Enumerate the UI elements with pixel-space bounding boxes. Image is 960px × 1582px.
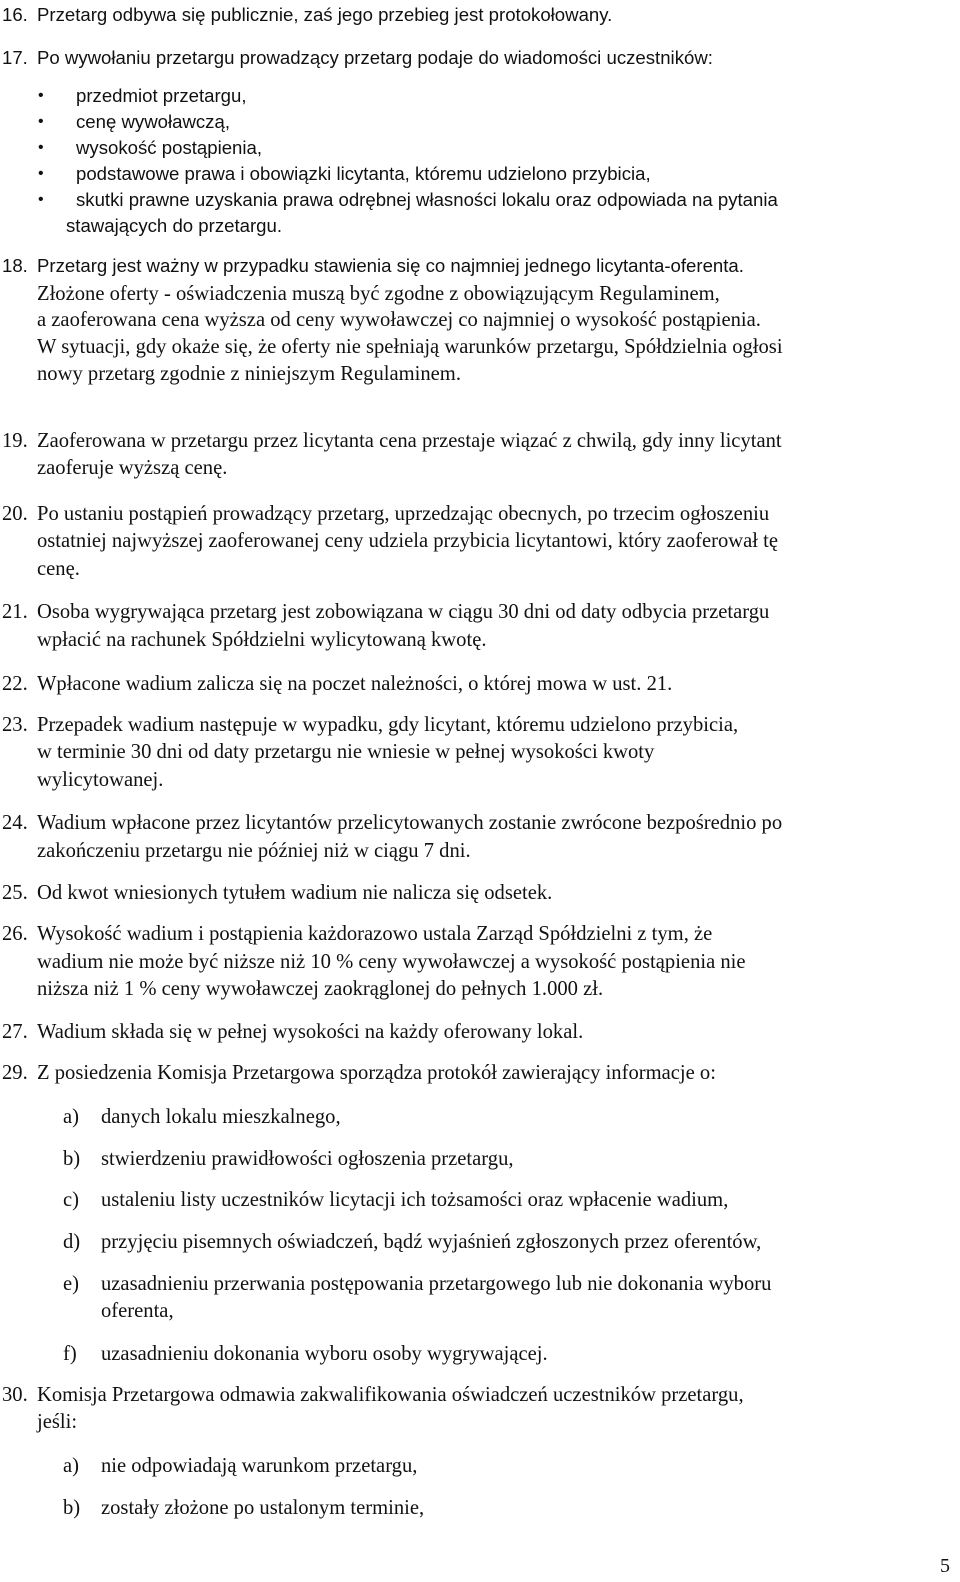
item-number: 27. — [2, 1021, 28, 1043]
page-number: 5 — [940, 1555, 950, 1577]
item-number: 29. — [2, 1062, 28, 1084]
bullet-item-continuation: stawających do przetargu. — [66, 215, 283, 236]
sub-item-text: danych lokalu mieszkalnego, — [101, 1106, 341, 1128]
item-number: 16. — [2, 4, 28, 25]
bullet-icon: • — [38, 165, 44, 182]
sub-item-text: ustaleniu listy uczestników licytacji ich tożsamości oraz wpłacenie wadium, — [101, 1189, 729, 1211]
item-line: Wpłacone wadium zalicza się na poczet należności, o której mowa w ust. 21. — [37, 673, 673, 695]
item-line: Wadium składa się w pełnej wysokości na każdy oferowany lokal. — [37, 1021, 584, 1043]
item-line: Z posiedzenia Komisja Przetargowa sporządza protokół zawierający informacje o: — [37, 1062, 716, 1084]
item-number: 18. — [2, 255, 28, 276]
item-line: zaoferuje wyższą cenę. — [37, 457, 228, 479]
item-line: a zaoferowana cena wyższa od ceny wywoławczej co najmniej o wysokość postąpienia. — [37, 309, 761, 331]
sub-item-text: nie odpowiadają warunkom przetargu, — [101, 1455, 418, 1477]
bullet-item: cenę wywoławczą, — [76, 111, 230, 132]
item-number: 25. — [2, 882, 28, 904]
item-line: nowy przetarg zgodnie z niniejszym Regulaminem. — [37, 363, 461, 385]
item-line: W sytuacji, gdy okaże się, że oferty nie spełniają warunków przetargu, Spółdzielnia ogłosi — [37, 336, 783, 358]
bullet-item: skutki prawne uzyskania prawa odrębnej własności lokalu oraz odpowiada na pytania — [76, 189, 778, 210]
item-line: wadium nie może być niższe niż 10 % ceny wywoławczej a wysokość postąpienia nie — [37, 951, 746, 973]
item-number: 20. — [2, 503, 28, 525]
item-text: Po wywołaniu przetargu prowadzący przetarg podaje do wiadomości uczestników: — [37, 47, 713, 68]
item-number: 17. — [2, 47, 28, 68]
item-line: Złożone oferty - oświadczenia muszą być zgodne z obowiązującym Regulaminem, — [37, 283, 720, 305]
item-number: 30. — [2, 1384, 28, 1406]
sub-item-label: a) — [63, 1455, 79, 1477]
item-line: wylicytowanej. — [37, 769, 164, 791]
sub-item-label: f) — [63, 1343, 77, 1365]
item-number: 19. — [2, 430, 28, 452]
item-number: 24. — [2, 812, 28, 834]
sub-item-text: zostały złożone po ustalonym terminie, — [101, 1497, 425, 1519]
item-line: Przetarg jest ważny w przypadku stawienia się co najmniej jednego licytanta-oferenta. — [37, 255, 744, 276]
item-line: cenę. — [37, 558, 80, 580]
item-line: Przepadek wadium następuje w wypadku, gdy licytant, któremu udzielono przybicia, — [37, 714, 739, 736]
item-line: w terminie 30 dni od daty przetargu nie wniesie w pełnej wysokości kwoty — [37, 741, 655, 763]
sub-item-text: uzasadnieniu przerwania postępowania przetargowego lub nie dokonania wyboru — [101, 1273, 772, 1295]
item-text: Przetarg odbywa się publicznie, zaś jego przebieg jest protokołowany. — [37, 4, 613, 25]
bullet-item: wysokość postąpienia, — [76, 137, 263, 158]
item-line: wpłacić na rachunek Spółdzielni wylicytowaną kwotę. — [37, 629, 487, 651]
bullet-item: przedmiot przetargu, — [76, 85, 247, 106]
item-line: Wadium wpłacone przez licytantów przelicytowanych zostanie zwrócone bezpośrednio po — [37, 812, 783, 834]
item-number: 26. — [2, 923, 28, 945]
item-line: ostatniej najwyższej zaoferowanej ceny udziela przybicia licytantowi, który zaoferował tę — [37, 530, 779, 552]
sub-item-text: stwierdzeniu prawidłowości ogłoszenia przetargu, — [101, 1148, 514, 1170]
item-line: Wysokość wadium i postąpienia każdorazowo ustala Zarząd Spółdzielni z tym, że — [37, 923, 713, 945]
bullet-icon: • — [38, 113, 44, 130]
item-line: Od kwot wniesionych tytułem wadium nie nalicza się odsetek. — [37, 882, 553, 904]
sub-item-label: e) — [63, 1273, 79, 1295]
sub-item-text: oferenta, — [101, 1300, 174, 1322]
sub-item-label: d) — [63, 1231, 81, 1253]
sub-item-text: uzasadnieniu dokonania wyboru osoby wygrywającej. — [101, 1343, 548, 1365]
bullet-icon: • — [38, 191, 44, 208]
bullet-icon: • — [38, 139, 44, 156]
bullet-icon: • — [38, 87, 44, 104]
item-line: Zaoferowana w przetargu przez licytanta cena przestaje wiązać z chwilą, gdy inny licytant — [37, 430, 782, 452]
item-line: zakończeniu przetargu nie później niż w ciągu 7 dni. — [37, 840, 471, 862]
item-number: 21. — [2, 601, 28, 623]
sub-item-label: b) — [63, 1148, 81, 1170]
sub-item-text: przyjęciu pisemnych oświadczeń, bądź wyjaśnień zgłoszonych przez oferentów, — [101, 1231, 762, 1253]
item-line: Komisja Przetargowa odmawia zakwalifikowania oświadczeń uczestników przetargu, — [37, 1384, 744, 1406]
item-number: 23. — [2, 714, 28, 736]
sub-item-label: c) — [63, 1189, 79, 1211]
item-number: 22. — [2, 673, 28, 695]
item-line: Osoba wygrywająca przetarg jest zobowiązana w ciągu 30 dni od daty odbycia przetargu — [37, 601, 770, 623]
sub-item-label: a) — [63, 1106, 79, 1128]
item-line: niższa niż 1 % ceny wywoławczej zaokrąglonej do pełnych 1.000 zł. — [37, 978, 604, 1000]
item-line: jeśli: — [37, 1411, 78, 1433]
item-line: Po ustaniu postąpień prowadzący przetarg, uprzedzając obecnych, po trzecim ogłoszeniu — [37, 503, 770, 525]
sub-item-label: b) — [63, 1497, 81, 1519]
bullet-item: podstawowe prawa i obowiązki licytanta, któremu udzielono przybicia, — [76, 163, 651, 184]
